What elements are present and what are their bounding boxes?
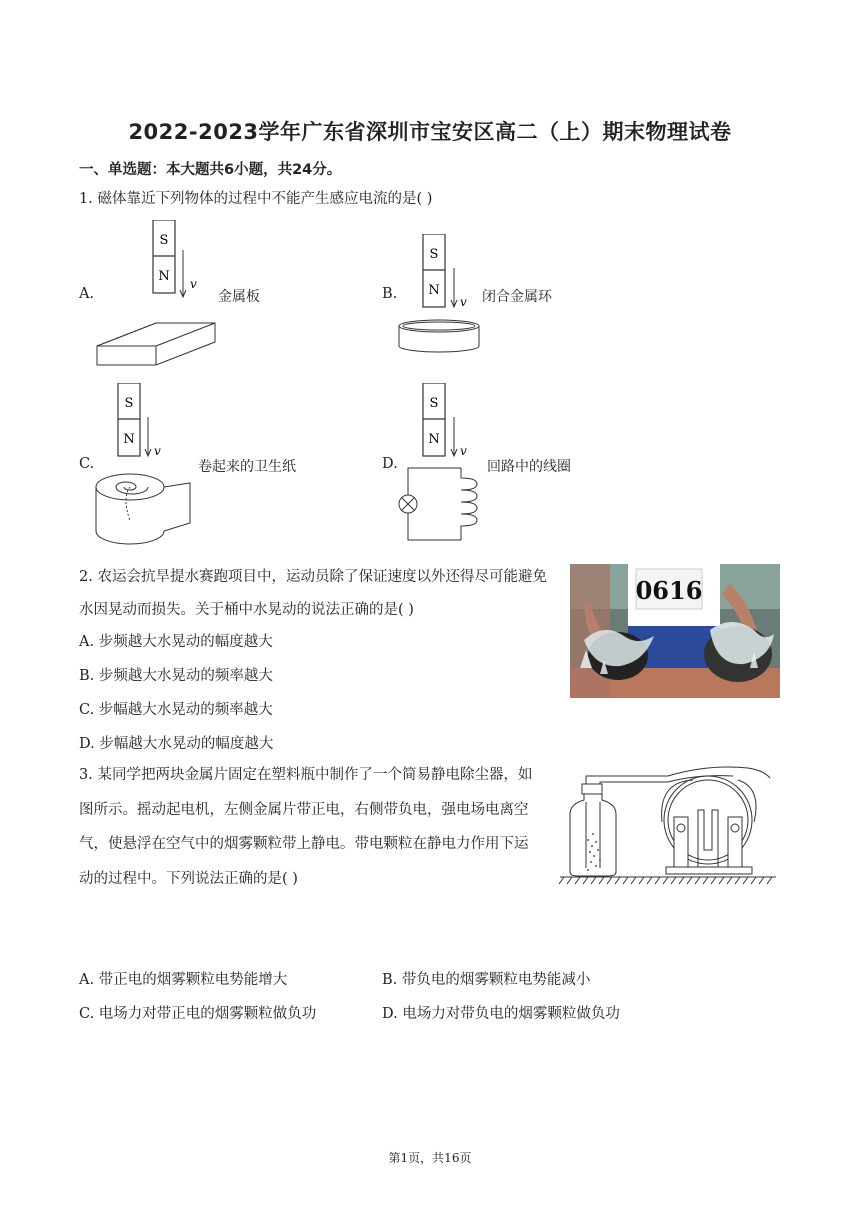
page-number-footer: 第1页，共16页 — [388, 1151, 472, 1165]
section-heading: 一、单选题：本大题共6小题，共24分。 — [79, 162, 342, 178]
bar-magnet-icon — [423, 383, 445, 456]
svg-text:v: v — [460, 295, 467, 309]
q3-option-a: A. 带正电的烟雾颗粒电势能增大 — [79, 972, 288, 988]
toilet-paper-roll-icon — [96, 474, 190, 544]
coil-circuit-icon — [399, 468, 477, 540]
metal-ring-icon — [399, 320, 479, 352]
q1-option-d-letter: D. — [382, 456, 398, 472]
q1-option-c-figure — [90, 383, 200, 548]
svg-text:N: N — [158, 269, 170, 284]
q1-option-a-caption: 金属板 — [218, 289, 260, 305]
metal-plate-icon — [97, 323, 215, 365]
bar-magnet-icon — [153, 220, 175, 293]
question-2-stem-line-1: 2. 农运会抗旱提水赛跑项目中，运动员除了保证速度以外还得尽可能避免 — [79, 569, 547, 585]
velocity-arrow-icon — [451, 417, 467, 458]
q2-option-a: A. 步频越大水晃动的幅度越大 — [79, 634, 273, 650]
svg-text:N: N — [428, 432, 440, 447]
q3-option-b: B. 带负电的烟雾颗粒电势能减小 — [382, 972, 591, 988]
velocity-arrow-icon — [451, 268, 467, 309]
question-2-stem-line-2: 水因晃动而损失。关于桶中水晃动的说法正确的是( ) — [79, 602, 414, 618]
photo-bib-number: 0616 — [635, 576, 703, 605]
q1-option-d-figure — [395, 383, 495, 543]
question-3-stem-line-1: 3. 某同学把两块金属片固定在塑料瓶中制作了一个简易静电除尘器，如 — [79, 767, 533, 783]
q2-option-b: B. 步频越大水晃动的频率越大 — [79, 668, 273, 684]
svg-text:v: v — [190, 277, 197, 291]
smoke-particles — [587, 833, 601, 871]
q2-option-d: D. 步幅越大水晃动的幅度越大 — [79, 736, 274, 752]
svg-text:S: S — [124, 396, 134, 411]
q3-electrostatic-precipitator-figure — [558, 762, 780, 888]
q1-option-a-letter: A. — [79, 286, 95, 302]
q1-option-b-letter: B. — [382, 286, 398, 302]
exam-title: 2022-2023学年广东省深圳市宝安区高二（上）期末物理试卷 — [128, 120, 732, 144]
q3-option-d: D. 电场力对带负电的烟雾颗粒做负功 — [382, 1006, 620, 1022]
electrostatic-generator-icon — [662, 776, 756, 874]
bar-magnet-icon — [118, 383, 140, 456]
velocity-arrow-icon — [180, 250, 197, 297]
svg-text:S: S — [429, 396, 439, 411]
q1-option-a-figure — [90, 220, 230, 372]
ground-hatch — [559, 877, 772, 884]
question-3-stem — [79, 758, 559, 896]
plastic-bottle-icon — [570, 784, 616, 876]
svg-text:v: v — [154, 444, 161, 458]
svg-text:S: S — [429, 247, 439, 262]
svg-text:N: N — [428, 283, 440, 298]
svg-text:v: v — [460, 444, 467, 458]
question-3-stem-line-2: 图所示。摇动起电机，左侧金属片带正电，右侧带负电，强电场电离空 — [79, 801, 529, 818]
q1-option-b-caption: 闭合金属环 — [482, 289, 552, 305]
q1-option-c-letter: C. — [79, 456, 95, 472]
question-3-stem-line-3: 气，使悬浮在空气中的烟雾颗粒带上静电。带电颗粒在静电力作用下运 — [79, 836, 529, 852]
velocity-arrow-icon — [145, 417, 161, 458]
q3-option-c: C. 电场力对带正电的烟雾颗粒做负功 — [79, 1006, 317, 1022]
svg-text:S: S — [159, 233, 169, 248]
q1-option-c-caption: 卷起来的卫生纸 — [198, 459, 296, 475]
svg-text:N: N — [123, 432, 135, 447]
q2-photo-runners-with-buckets — [570, 564, 780, 698]
q1-option-d-caption: 回路中的线圈 — [487, 459, 571, 475]
q2-option-c: C. 步幅越大水晃动的频率越大 — [79, 702, 273, 718]
question-1-stem: 1. 磁体靠近下列物体的过程中不能产生感应电流的是( ) — [79, 191, 433, 207]
q1-option-b-figure — [395, 234, 495, 358]
bar-magnet-icon — [423, 234, 445, 307]
question-3-stem-line-4: 动的过程中。下列说法正确的是( ) — [79, 870, 298, 887]
